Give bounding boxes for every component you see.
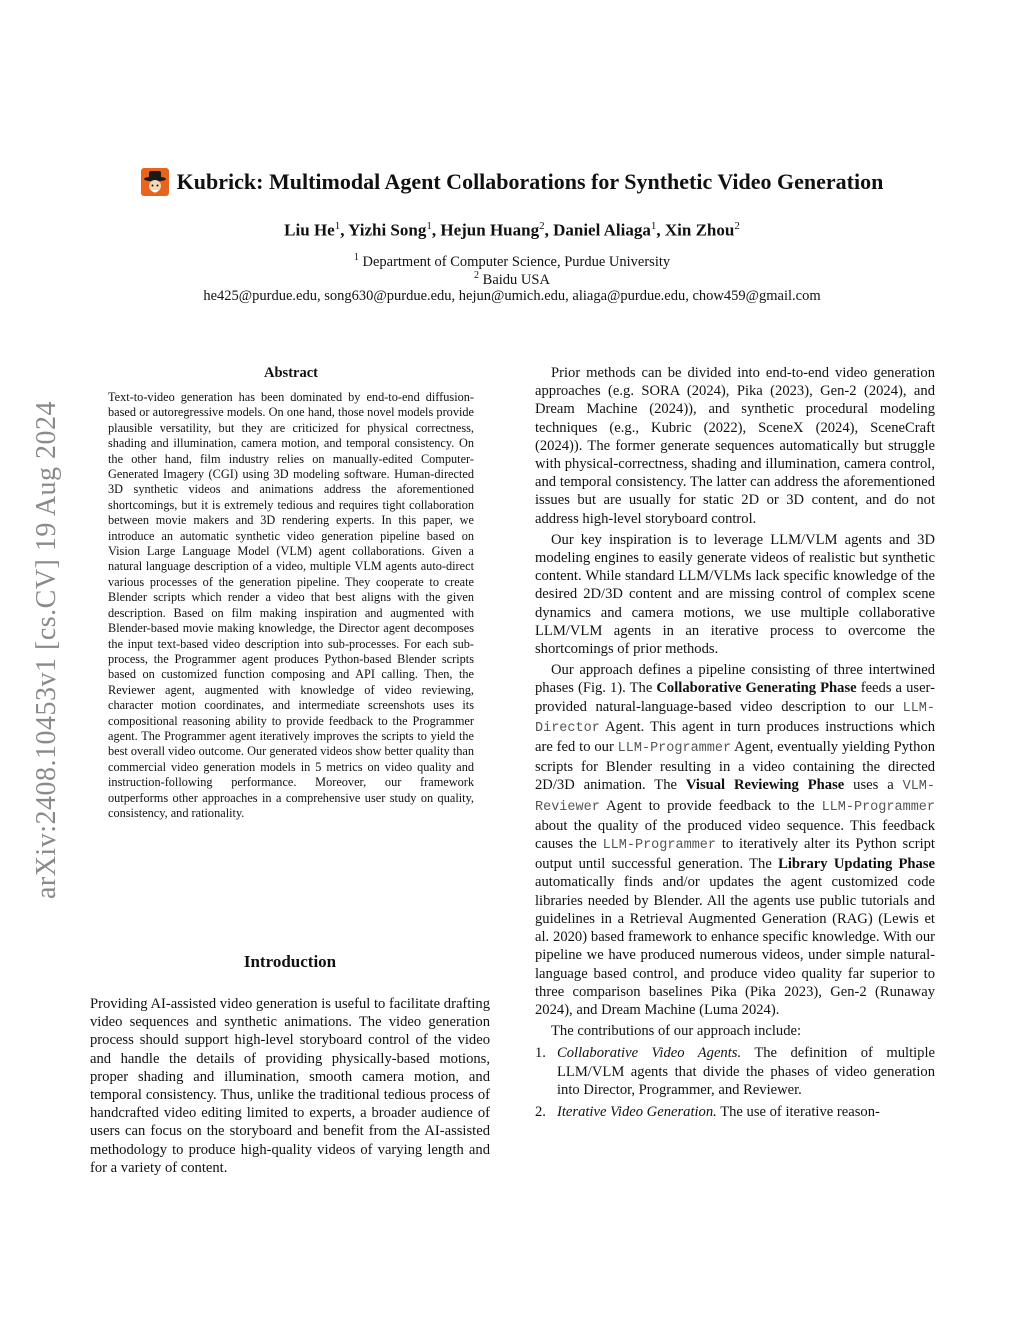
author-affil-mark: 2 [539,220,545,232]
author-emails: he425@purdue.edu, song630@purdue.edu, hejun@umich.edu, aliaga@purdue.edu, chow459@gmail.com [203,288,821,304]
paragraph-inspiration: Our key inspiration is to leverage LLM/VLM agents and 3D modeling engines to easily generate videos of realistic but synthetic content. While standard LLM/VLMs lack specific knowledge of the desired 2D/3D content and are missing control of complex scene dynamics and camera motions, we use multiple collaborative LLM/VLM agents in an iterative process to overcome the shortcomings of prior methods. [535,531,935,658]
author-separator: , [340,220,349,240]
text-run: Agent to provide feedback to the [599,797,822,814]
text-run: about the quality of the produced video sequence. This feedback causes the [535,817,935,853]
author-affil-mark: 1 [426,220,432,232]
author-affil-mark: 1 [334,220,341,232]
author-separator: , [431,220,441,240]
contributions-list [535,1044,935,1121]
author-separator: , [544,220,554,240]
text-run: feeds a user-provided natural-language-based video description to our [535,680,935,715]
bold-term: Library Updating Phase [778,856,936,873]
author: Xin Zhou [664,220,735,240]
paragraph-approach [535,661,935,1019]
bold-term: Visual Reviewing Phase [685,777,845,794]
text-run: automatically finds and/or updates the agent customized code libraries needed by Blender. All the agents use public tutorials and guidelines in a Retrieval Augmented Generation (RAG) (Lewis et al. 2020) based framework to enhance specific knowledge. With our pipeline we have produced numerous videos, under simple natural-language based control, and produce video quality far superior to three comparison baselines Pika (Pika 2023), Gen-2 (Runaway 2024), and Dream Machine (Luma 2024). [535,874,935,1018]
bold-term: Collaborative Generating Phase [656,680,857,697]
abstract-text: Text-to-video generation has been dominated by end-to-end diffusion-based or autoregressive models. On one hand, those novel models provide plausible versatility, but they are criticized for physical correctness, shading and illumination, camera motion, and temporal consistency. On the other hand, film industry relies on manually-edited Computer-Generated Imagery (CGI) using 3D modeling software. Human-directed 3D synthetic videos and animations address the aforementioned shortcomings, but it is extremely tedious and requires tight collaboration between movie makers and 3D rendering experts. In this paper, we introduce an automatic synthetic video generation pipeline based on Vision Large Language Model (VLM) agent collaborations. Given a natural language description of a video, multiple VLM agents auto-direct various processes of the generation pipeline. They cooperate to create Blender scripts which render a video that best aligns with the given description. Based on film making inspiration and augmented with Blender-based movie making knowledge, the Director agent decomposes the input text-based video description into sub-processes. For each sub-process, the Programmer agent produces Python-based Blender scripts based on customized function composing and API calling. Then, the Reviewer agent, augmented with knowledge of video reviewing, character motion coordinates, and intermediate screenshots uses its compositional reasoning ability to provide feedback to the Programmer agent. The Programmer agent iteratively improves the scripts to yield the best overall video outcome. Our generated videos show better quality than commercial video generation models in 5 metrics on video quality and instruction-following performance. Moreover, our framework outperforms other approaches in a comprehensive user study on quality, consistency, and rationality. [108,390,474,820]
text-run: to iteratively alter its Python script output until successful generation. The [535,836,935,873]
affiliation [0,252,1024,271]
list-number: 2. [535,1103,546,1120]
author-affil-mark: 1 [650,220,657,232]
text-run: Our approach defines a pipeline consisting of three intertwined phases (Fig. 1). The [535,662,935,697]
introduction-heading: Introduction [243,952,337,971]
arxiv-watermark [25,350,69,950]
right-column [535,364,935,1125]
arxiv-id: arXiv:2408.10453v1 [cs.CV] 19 Aug 2024 [31,400,63,900]
introduction-paragraph: Providing AI-assisted video generation is useful to facilitate drafting video sequences and synthetic animations. The video generation process should support high-level storyboard control of the video and handle the details of providing physically-based motions, proper shading and illumination, smooth camera motion, and temporal consistency. Thus, unlike the traditional tedious process of handcrafted video editing limited to experts, a broader audience of users can focus on the storyboard and benefit from the AI-assisted methodology to produce high-quality videos of varying length and for a variety of content. [90,996,490,1176]
abstract-heading: Abstract [264,365,318,381]
agent-name: LLM-Director [535,700,935,736]
author: Yizhi Song [348,220,427,240]
title-row [0,168,1024,196]
agent-name: LLM-Programmer [617,741,732,757]
affiliation-number: 2 [474,270,480,281]
author: Daniel Aliaga [553,220,651,240]
text-run: uses a [844,777,903,794]
text-run: Agent. This agent in turn produces instructions which are fed to our [535,718,935,756]
author: Hejun Huang [440,220,540,240]
list-item-title: Collaborative Video Agents. [557,1045,742,1062]
abstract-section [108,365,474,821]
author-separator: , [656,220,665,240]
list-item-text: The definition of multiple LLM/VLM agents that divide the phases of video generation into Director, Programmer, and Reviewer. [557,1045,936,1098]
affiliation-text: Baidu USA [479,271,550,288]
list-item-text: The use of iterative reason- [716,1103,880,1120]
list-item [535,1103,935,1121]
affiliation-number: 1 [353,252,359,263]
list-item-title: Iterative Video Generation. [557,1103,717,1120]
author-list [0,220,1024,241]
author: Liu He [284,220,335,240]
list-number: 1. [535,1045,546,1062]
author-affil-mark: 2 [734,220,740,232]
list-item [535,1044,935,1099]
agent-name: VLM-Reviewer [535,779,935,815]
agent-name: LLM-Programmer [821,799,935,815]
paper-title: Kubrick: Multimodal Agent Collaborations for Synthetic Video Generation [176,169,884,194]
affiliation-text: Department of Computer Science, Purdue University [358,253,671,270]
affiliation [0,270,1024,289]
agent-name: LLM-Programmer [602,838,716,854]
paragraph-contributions: The contributions of our approach include: [551,1023,802,1040]
text-run: Agent, eventually yielding Python scripts for Blender resulting in a video containing the directed 2D/3D animation. The [535,739,935,794]
kubrick-logo-icon [141,168,169,196]
paragraph-prior-methods: Prior methods can be divided into end-to-end video generation approaches (e.g. SORA (2024), Pika (2023), Gen-2 (2024), and Dream Machine (2024)), and synthetic procedural modeling techniques (e.g., Kubric (2022), SceneX (2024), SceneCraft (2024)). The former generate sequences automatically but struggle with physical-correctness, shading and illumination, camera control, and temporal consistency. The latter can address the aforementioned issues but are usually for static 2D or 3D content, and do not address high-level storyboard control. [535,365,935,527]
